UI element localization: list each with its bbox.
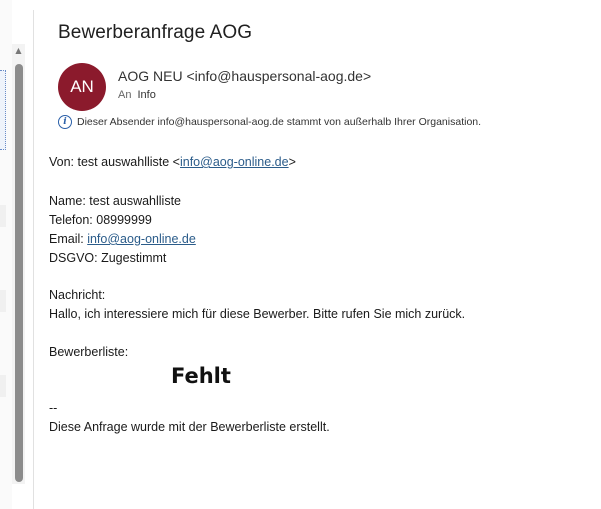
avatar[interactable]: AN [58,63,106,111]
info-circle-icon: i [58,115,72,129]
missing-list-text: Fehlt [171,364,231,388]
from-prefix: Von: test auswahlliste < [49,155,180,169]
selected-message-item[interactable] [0,70,6,150]
sender-name[interactable]: AOG NEU <info@hauspersonal-aog.de> [118,68,372,84]
scrollbar-thumb[interactable] [15,64,23,482]
dsgvo-line: DSGVO: Zugestimmt [49,251,167,265]
email-subject: Bewerberanfrage AOG [58,22,253,43]
email-link[interactable]: info@aog-online.de [87,232,196,246]
applicant-list-label: Bewerberliste: [49,345,129,359]
pane-divider[interactable] [33,10,34,509]
from-line [49,155,296,169]
message-list-item[interactable] [0,375,6,397]
recipient-name[interactable]: Info [137,89,156,101]
from-suffix: > [288,155,296,169]
email-prefix: Email: [49,232,88,246]
message-list-pane[interactable] [0,0,12,509]
message-list-item[interactable] [0,290,6,312]
signature-separator: -- [49,401,58,415]
message-label: Nachricht: [49,288,106,302]
external-sender-text: Dieser Absender info@hauspersonal-aog.de stammt von außerhalb Ihrer Organisation. [77,116,482,128]
email-line [49,232,196,246]
recipient-line [118,89,156,101]
external-sender-notice [58,115,481,129]
from-email-link[interactable]: info@aog-online.de [179,155,289,169]
to-label: An [118,89,132,101]
phone-line: Telefon: 08999999 [49,213,152,227]
chevron-up-icon[interactable]: ▲ [15,46,22,55]
message-list-item[interactable] [0,205,6,227]
footer-text: Diese Anfrage wurde mit der Bewerberliste erstellt. [49,420,330,434]
message-text: Hallo, ich interessiere mich für diese Bewerber. Bitte rufen Sie mich zurück. [49,307,466,321]
name-line: Name: test auswahlliste [49,194,182,208]
